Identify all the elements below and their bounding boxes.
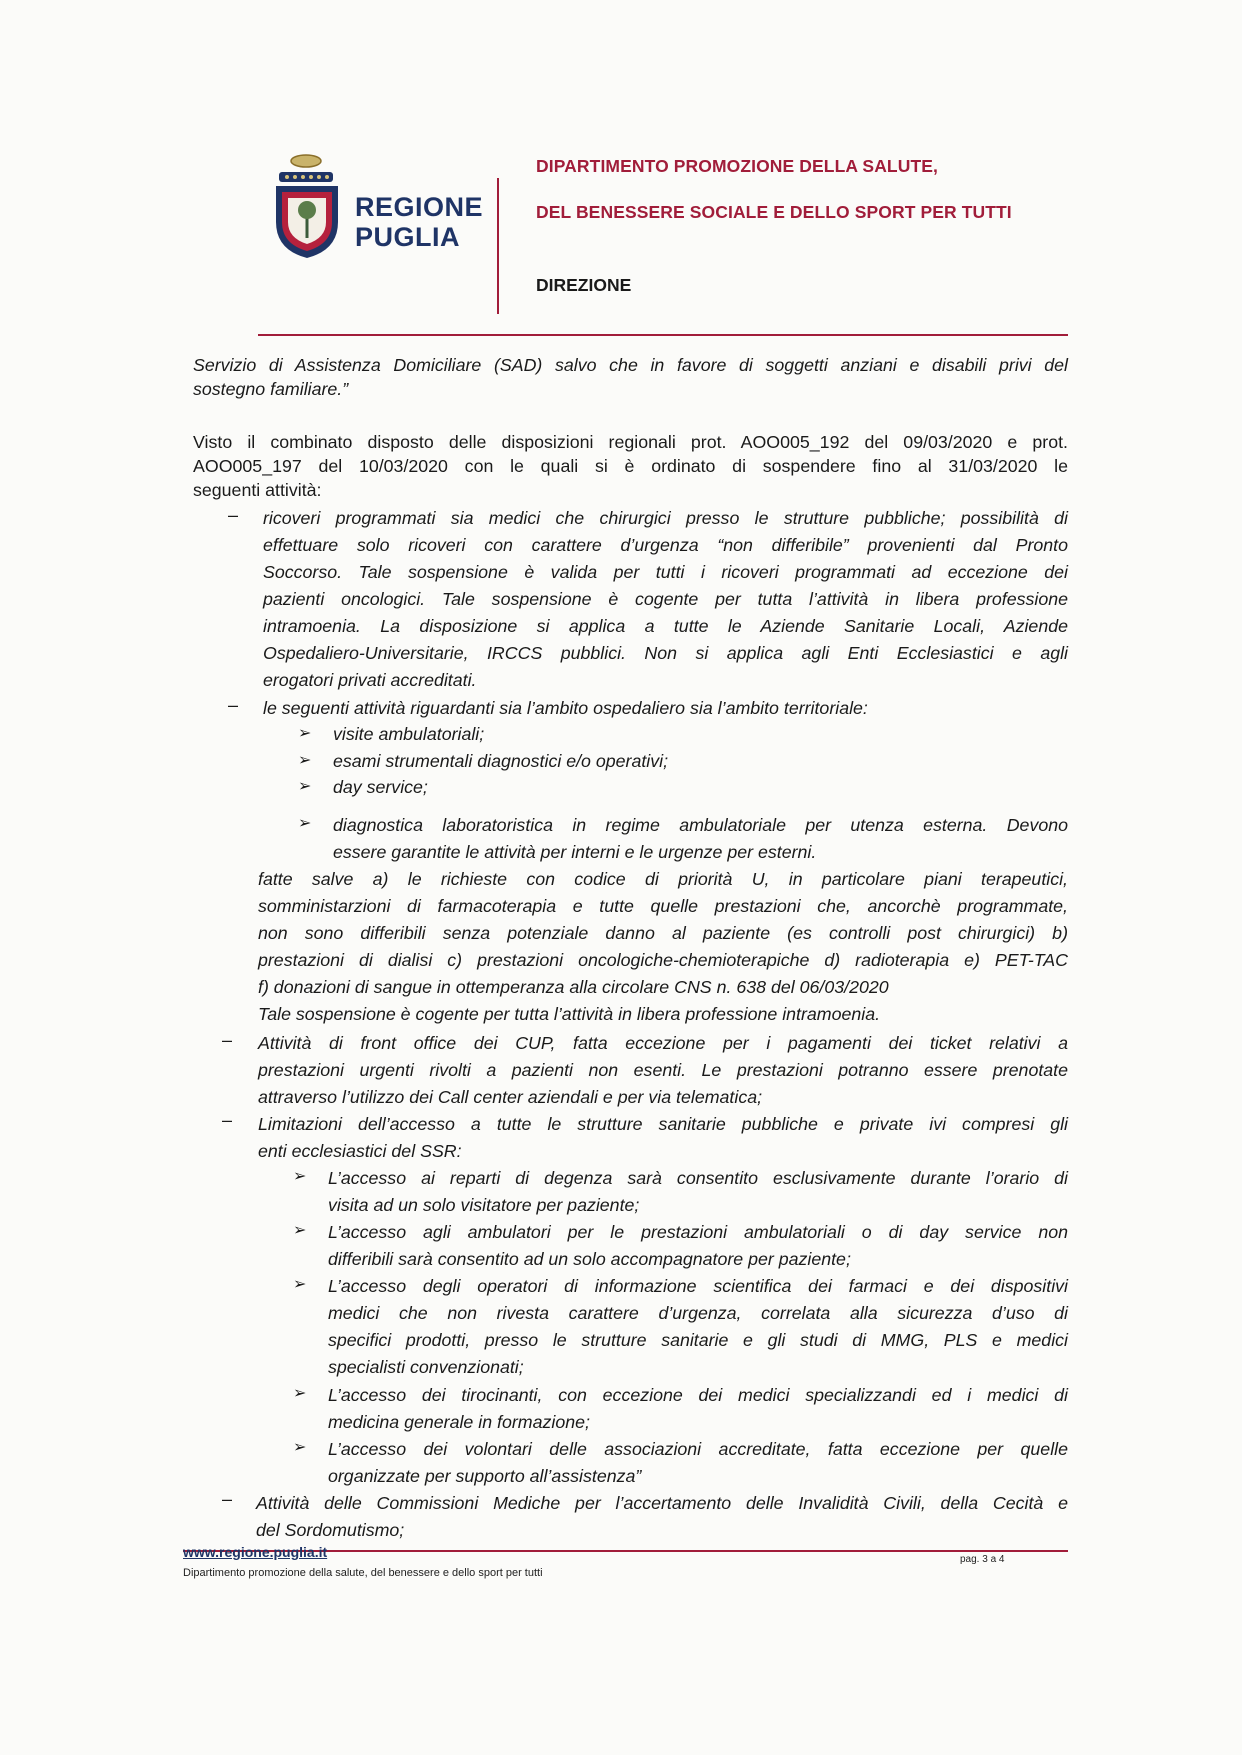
list-item-line: le seguenti attività riguardanti sia l’ambito ospedaliero sia l’ambito territoriale:	[263, 698, 868, 718]
sub-item-line: diagnostica laboratoristica in regime ambulatoriale per utenza esterna. Devono	[333, 815, 1068, 835]
sub-item-line: visita ad un solo visitatore per paziente;	[328, 1195, 640, 1215]
list-item-line: prestazioni urgenti rivolti a pazienti non esenti. Le prestazioni potranno essere prenotate	[258, 1060, 1068, 1080]
arrow-bullet-icon: ➢	[298, 815, 312, 832]
dash-bullet: –	[222, 1030, 233, 1050]
list-item-line: pazienti oncologici. Tale sospensione è cogente per tutta l’attività in libera professione	[263, 589, 1068, 609]
paragraph-line: sostegno familiare.”	[193, 379, 349, 399]
arrow-bullet-icon: ➢	[293, 1222, 307, 1239]
arrow-bullet-icon: ➢	[298, 752, 312, 769]
list-item-line: Attività di front office dei CUP, fatta eccezione per i pagamenti dei ticket relativi a	[258, 1033, 1068, 1053]
sub-item-line: visite ambulatoriali;	[333, 724, 485, 744]
sub-item-line: specifici prodotti, presso le strutture sanitarie e gli studi di MMG, PLS e medici	[328, 1330, 1068, 1350]
page-number: pag. 3 a 4	[960, 1554, 1005, 1565]
logo-line-2: PUGLIA	[355, 222, 461, 252]
arrow-bullet-icon: ➢	[293, 1168, 307, 1185]
list-item-line: intramoenia. La disposizione si applica a tutte le Aziende Sanitarie Locali, Aziende	[263, 616, 1068, 636]
sub-item-line: essere garantite le attività per interni e le urgenze per esterni.	[333, 842, 817, 862]
list-item-line: del Sordomutismo;	[256, 1520, 405, 1540]
arrow-bullet-icon: ➢	[293, 1276, 307, 1293]
list-item-line: enti ecclesiastici del SSR:	[258, 1141, 462, 1161]
list-item-line: Attività delle Commissioni Mediche per l’accertamento delle Invalidità Civili, della Cecità e	[256, 1493, 1068, 1513]
arrow-bullet-icon: ➢	[293, 1385, 307, 1402]
sub-item-line: L’accesso degli operatori di informazione scientifica dei farmaci e dei dispositivi	[328, 1276, 1068, 1296]
list-item-line: prestazioni di dialisi c) prestazioni oncologiche-chemioterapiche d) radioterapia e) PET-TAC	[258, 950, 1068, 970]
department-title-line-1: DIPARTIMENTO PROMOZIONE DELLA SALUTE,	[536, 156, 938, 176]
sub-item-line: medici che non rivesta carattere d’urgenza, correlata alla sicurezza d’uso di	[328, 1303, 1068, 1323]
arrow-bullet-icon: ➢	[293, 1439, 307, 1456]
arrow-bullet-icon: ➢	[298, 778, 312, 795]
list-item-line: Limitazioni dell’accesso a tutte le strutture sanitarie pubbliche e private ivi compresi gli	[258, 1114, 1068, 1134]
list-item-line: fatte salve a) le richieste con codice di priorità U, in particolare piani terapeutici,	[258, 869, 1068, 889]
sub-item-line: esami strumentali diagnostici e/o operativi;	[333, 751, 669, 771]
department-title-line-2: DEL BENESSERE SOCIALE E DELLO SPORT PER TUTTI	[536, 202, 1012, 222]
sub-item-line: medicina generale in formazione;	[328, 1412, 590, 1432]
list-item-line: somministarzioni di farmacoterapia e tutte quelle prestazioni che, ancorchè programmate,	[258, 896, 1068, 916]
footer-website-link[interactable]: www.regione.puglia.it	[183, 1544, 328, 1560]
paragraph-line: seguenti attività:	[193, 480, 322, 500]
logo-wordmark	[355, 192, 483, 252]
header-divider	[497, 178, 499, 314]
list-item-line: Tale sospensione è cogente per tutta l’attività in libera professione intramoenia.	[258, 1004, 881, 1024]
arrow-bullet-icon: ➢	[298, 725, 312, 742]
paragraph-line: Servizio di Assistenza Domiciliare (SAD) salvo che in favore di soggetti anziani e disabili privi del	[193, 355, 1068, 375]
list-item-line: ricoveri programmati sia medici che chirurgici presso le strutture pubbliche; possibilità di	[263, 508, 1068, 528]
paragraph-line: Visto il combinato disposto delle disposizioni regionali prot. AOO005_192 del 09/03/2020 e prot.	[193, 432, 1068, 452]
sub-item-line: L’accesso dei tirocinanti, con eccezione dei medici specializzandi ed i medici di	[328, 1385, 1068, 1405]
list-item-line: Soccorso. Tale sospensione è valida per tutti i ricoveri programmati ad eccezione dei	[263, 562, 1068, 582]
sub-item-line: L’accesso agli ambulatori per le prestazioni ambulatoriali o di day service non	[328, 1222, 1068, 1242]
footer-department: Dipartimento promozione della salute, del benessere e dello sport per tutti	[183, 1567, 543, 1579]
sub-item-line: L’accesso ai reparti di degenza sarà consentito esclusivamente durante l’orario di	[328, 1168, 1068, 1188]
sub-item-line: differibili sarà consentito ad un solo accompagnatore per paziente;	[328, 1249, 851, 1269]
sub-item-line: L’accesso dei volontari delle associazioni accreditate, fatta eccezione per quelle	[328, 1439, 1068, 1459]
sub-item-line: day service;	[333, 777, 428, 797]
logo-line-1: REGIONE	[355, 192, 484, 222]
dash-bullet: –	[222, 1110, 233, 1130]
header-rule	[258, 334, 1068, 336]
dash-bullet: –	[228, 695, 239, 715]
list-item-line: effettuare solo ricoveri con carattere d’urgenza “non differibile” provenienti dal Pronto	[263, 535, 1068, 555]
list-item-line: non sono differibili senza potenziale danno al paziente (es controlli post chirurgici) b)	[258, 923, 1068, 943]
dash-bullet: –	[222, 1489, 233, 1509]
list-item-line: f) donazioni di sangue in ottemperanza alla circolare CNS n. 638 del 06/03/2020	[258, 977, 889, 997]
sub-item-line: specialisti convenzionati;	[328, 1357, 524, 1377]
list-item-line: erogatori privati accreditati.	[263, 670, 477, 690]
list-item-line: Ospedaliero-Universitarie, IRCCS pubblici. Non si applica agli Enti Ecclesiastici e agli	[263, 643, 1068, 663]
paragraph-line: AOO005_197 del 10/03/2020 con le quali si è ordinato di sospendere fino al 31/03/2020 le	[193, 456, 1068, 476]
sub-item-line: organizzate per supporto all’assistenza”	[328, 1466, 642, 1486]
office-title: DIREZIONE	[536, 275, 632, 295]
regione-puglia-logo	[272, 152, 344, 262]
list-item-line: attraverso l’utilizzo dei Call center aziendali e per via telematica;	[258, 1087, 763, 1107]
dash-bullet: –	[228, 505, 239, 525]
